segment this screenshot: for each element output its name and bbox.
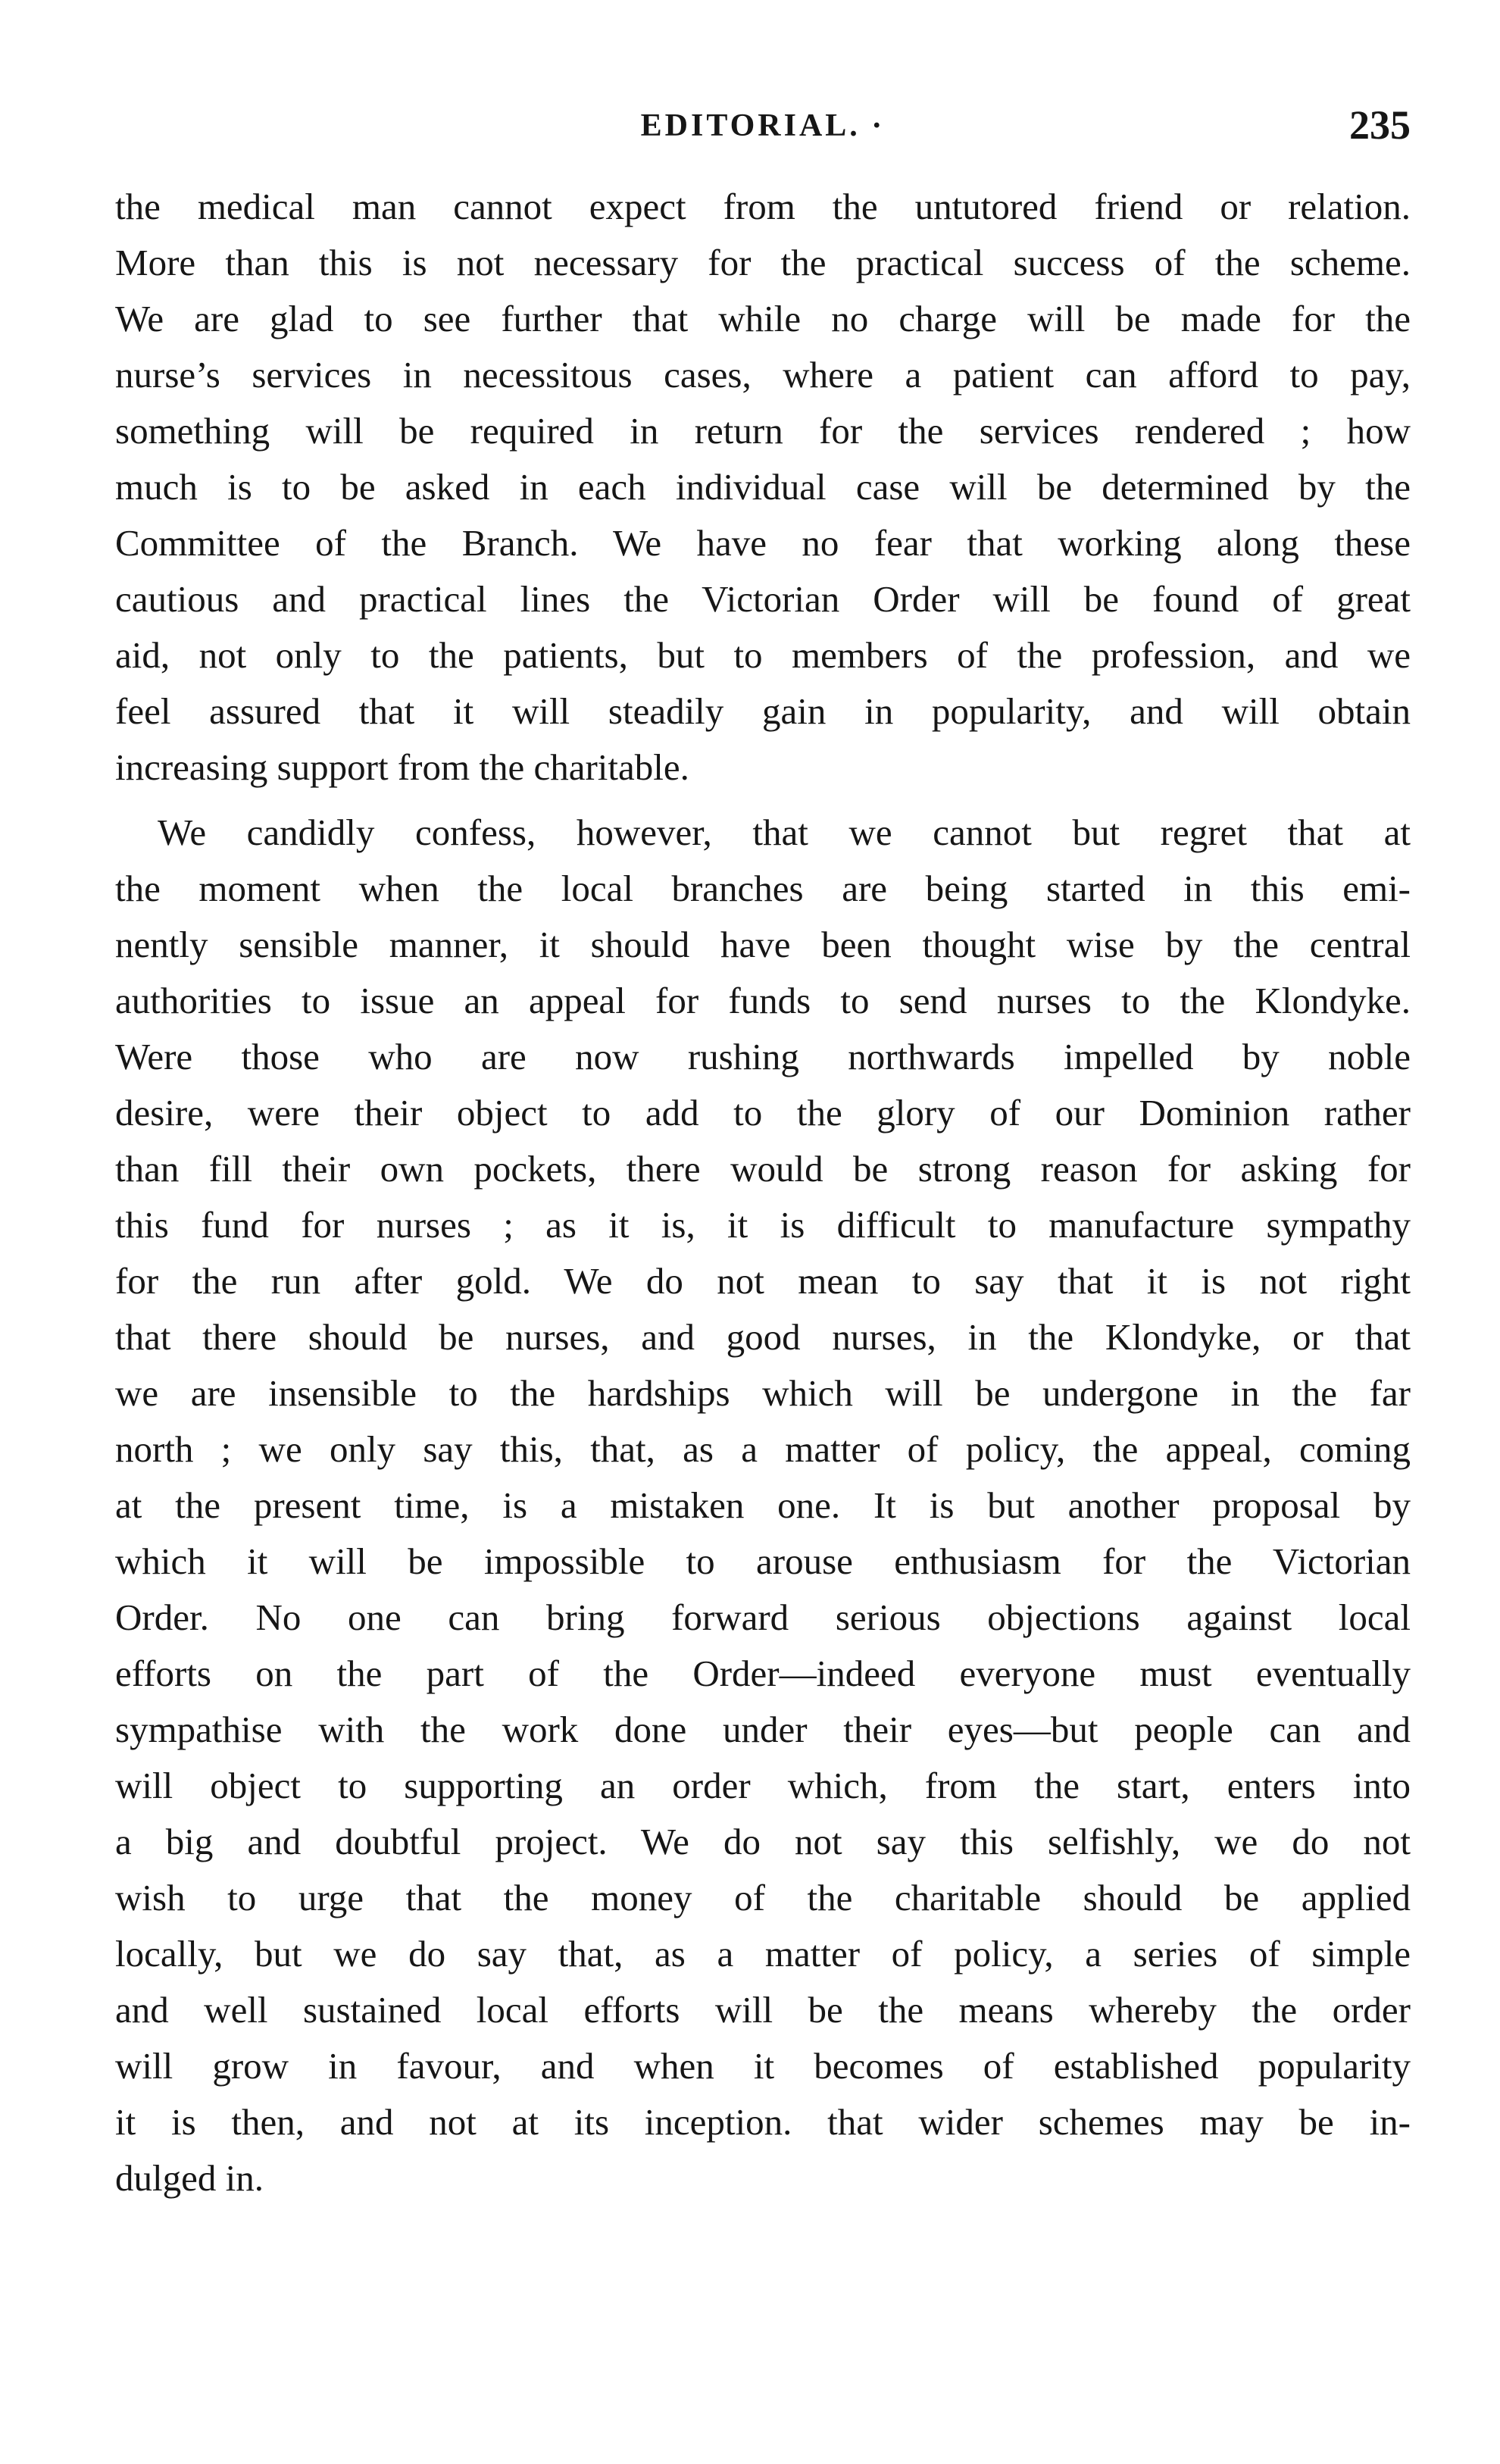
text-line: efforts on the part of the Order—indeed everyone must eventually xyxy=(115,1653,1411,1694)
text-line: that there should be nurses, and good nurses, in the Klondyke, or that xyxy=(115,1316,1411,1358)
text-line: Order. No one can bring forward serious objections against local xyxy=(115,1596,1411,1638)
paragraph-1 xyxy=(115,179,1411,796)
text-line: the moment when the local branches are being started in this emi- xyxy=(115,868,1411,909)
text-line: much is to be asked in each individual case will be determined by the xyxy=(115,466,1411,508)
text-line: We candidly confess, however, that we cannot but regret that at xyxy=(158,811,1411,853)
text-line: and well sustained local efforts will be the means whereby the order xyxy=(115,1989,1411,2031)
text-line: feel assured that it will steadily gain in popularity, and will obtain xyxy=(115,690,1411,732)
text-line: at the present time, is a mistaken one. It is but another proposal by xyxy=(115,1484,1411,1526)
editorial-body xyxy=(115,179,1411,2206)
text-line: authorities to issue an appeal for funds to send nurses to the Klondyke. xyxy=(115,980,1411,1021)
text-line: a big and doubtful project. We do not say this selfishly, we do not xyxy=(115,1821,1411,1862)
paragraph-2 xyxy=(115,805,1411,2206)
text-line: north ; we only say this, that, as a matter of policy, the appeal, coming xyxy=(115,1428,1411,1470)
text-line: will object to supporting an order which, from the start, enters into xyxy=(115,1765,1411,1806)
text-line: for the run after gold. We do not mean to say that it is not right xyxy=(115,1260,1411,1302)
running-header xyxy=(115,102,1411,155)
text-line: will grow in favour, and when it becomes of established popularity xyxy=(115,2045,1411,2087)
text-line: desire, were their object to add to the glory of our Dominion rather xyxy=(115,1092,1411,1134)
text-line: sympathise with the work done under their eyes—but people can and xyxy=(115,1709,1411,1750)
text-line: cautious and practical lines the Victorian Order will be found of great xyxy=(115,578,1411,620)
text-line: We are glad to see further that while no charge will be made for the xyxy=(115,298,1411,339)
text-line: increasing support from the charitable. xyxy=(115,746,689,788)
page-number: 235 xyxy=(1349,102,1411,148)
text-line: wish to urge that the money of the charitable should be applied xyxy=(115,1877,1411,1918)
text-line: the medical man cannot expect from the untutored friend or relation. xyxy=(115,186,1411,227)
text-line: this fund for nurses ; as it is, it is difficult to manufacture sympathy xyxy=(115,1204,1411,1246)
text-line: dulged in. xyxy=(115,2157,264,2199)
text-line: nurse’s services in necessitous cases, where a patient can afford to pay, xyxy=(115,354,1411,396)
text-line: aid, not only to the patients, but to members of the profession, and we xyxy=(115,634,1411,676)
text-line: which it will be impossible to arouse enthusiasm for the Victorian xyxy=(115,1540,1411,1582)
text-line: than fill their own pockets, there would be strong reason for asking for xyxy=(115,1148,1411,1190)
text-line: something will be required in return for the services rendered ; how xyxy=(115,410,1411,452)
text-line: nently sensible manner, it should have been thought wise by the central xyxy=(115,924,1411,965)
text-line: Committee of the Branch. We have no fear that working along these xyxy=(115,522,1411,564)
text-line: we are insensible to the hardships which will be undergone in the far xyxy=(115,1372,1411,1414)
text-line: locally, but we do say that, as a matter of policy, a series of simple xyxy=(115,1933,1411,1975)
text-line: More than this is not necessary for the practical success of the scheme. xyxy=(115,242,1411,283)
running-title: EDITORIAL. · xyxy=(640,108,886,143)
text-line: Were those who are now rushing northwards impelled by noble xyxy=(115,1036,1411,1077)
text-line: it is then, and not at its inception. that wider schemes may be in- xyxy=(115,2101,1411,2143)
